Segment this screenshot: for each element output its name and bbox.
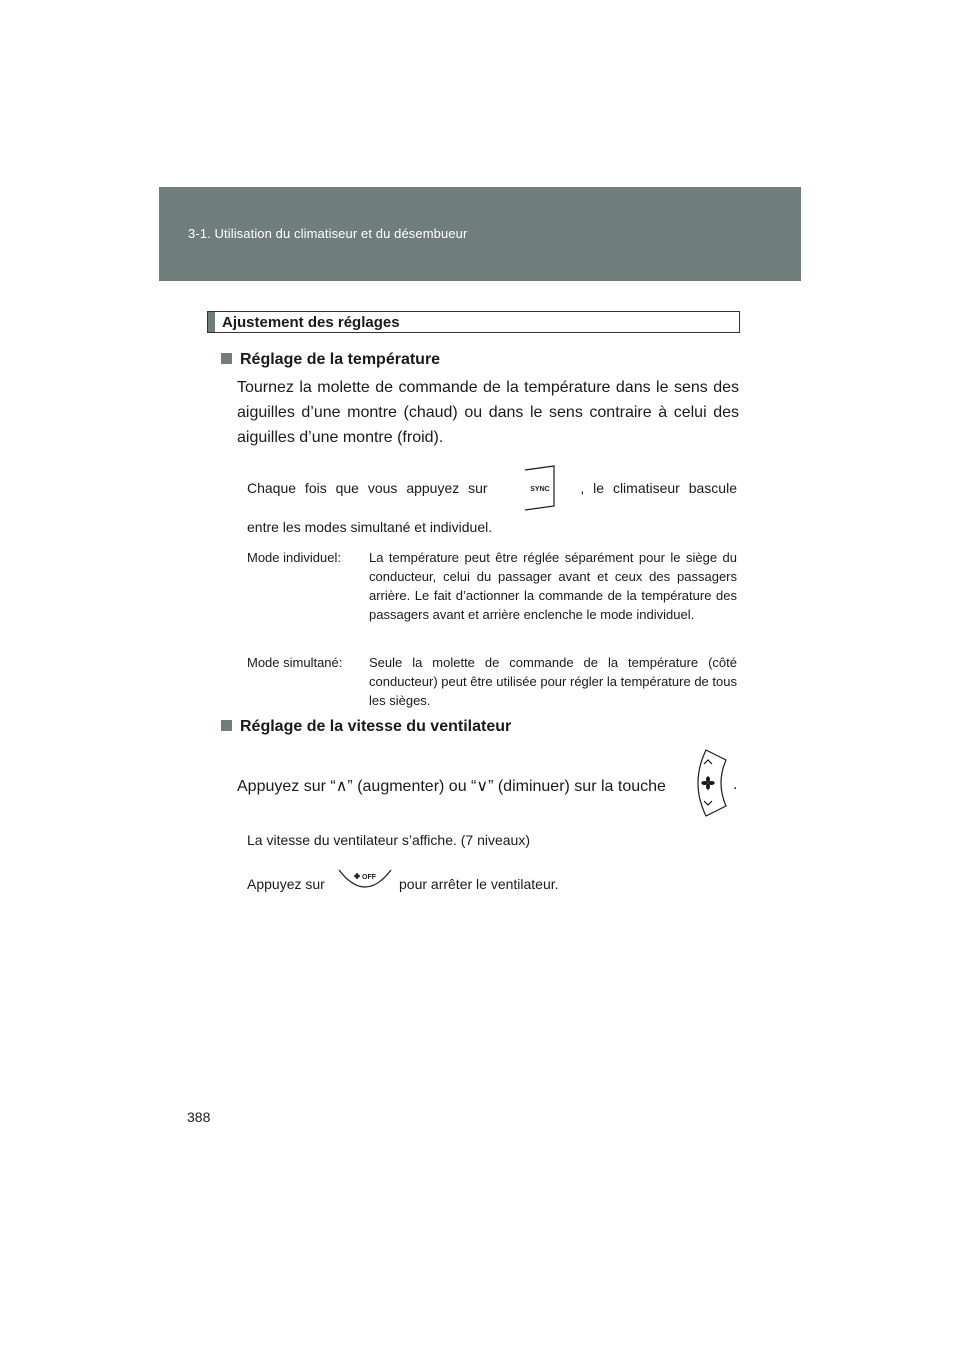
chapter-header-text: 3-1. Utilisation du climatiseur et du désembueur [188,226,468,241]
fan-heading: Réglage de la vitesse du ventilateur [240,718,512,735]
fan-note: La vitesse du ventilateur s’affiche. (7 niveaux) [247,832,531,848]
sync-button-label: SYNC [530,486,550,493]
fan-instruction: Appuyez sur “∧” (augmenter) ou “∨” (diminuer) sur la touche [237,778,666,795]
sync-line [247,480,737,496]
section-title: Ajustement des réglages [222,314,400,331]
mode-term: Mode simultané: [247,655,343,670]
off-text-after: pour arrêter le ventilateur. [399,876,559,892]
page-number: 388 [187,1109,211,1125]
section-title-box [207,311,740,333]
fan-off-button-icon [338,868,392,898]
mode-term: Mode individuel: [247,550,341,565]
sync-button-icon [521,465,557,511]
square-bullet-icon [221,720,232,731]
fan-speed-button-icon [688,748,734,818]
sync-text-before: Chaque fois que vous appuyez sur [247,480,488,496]
sync-line-2: entre les modes simultané et individuel. [247,519,493,535]
mode-desc: La température peut être réglée séparément pour le siège du conducteur, celui du passager avant et ceux des passagers arrière. Le fait d’actionner la commande de la température des passagers avant et arrière enclenche le mode individuel. [369,550,737,622]
temp-body: Tournez la molette de commande de la température dans le sens des aiguilles d’une montre (chaud) ou dans le sens contraire à celui des aiguilles d’une montre (froid). [237,379,739,446]
off-button-label: OFF [362,874,376,881]
square-bullet-icon [221,353,232,364]
fan-instruction-end: . [733,776,738,793]
temp-heading: Réglage de la température [240,351,441,368]
mode-individual [247,548,737,643]
fan-heading-row [221,718,511,736]
sync-text-after: , le climatiseur bascule [580,480,737,496]
temp-heading-row [221,351,440,369]
off-text-before: Appuyez sur [247,876,325,892]
section-title-bar [208,312,215,332]
mode-desc: Seule la molette de commande de la température (côté conducteur) peut être utilisée pour régler la température de tous les sièges. [369,655,737,708]
mode-simultaneous [247,653,737,710]
